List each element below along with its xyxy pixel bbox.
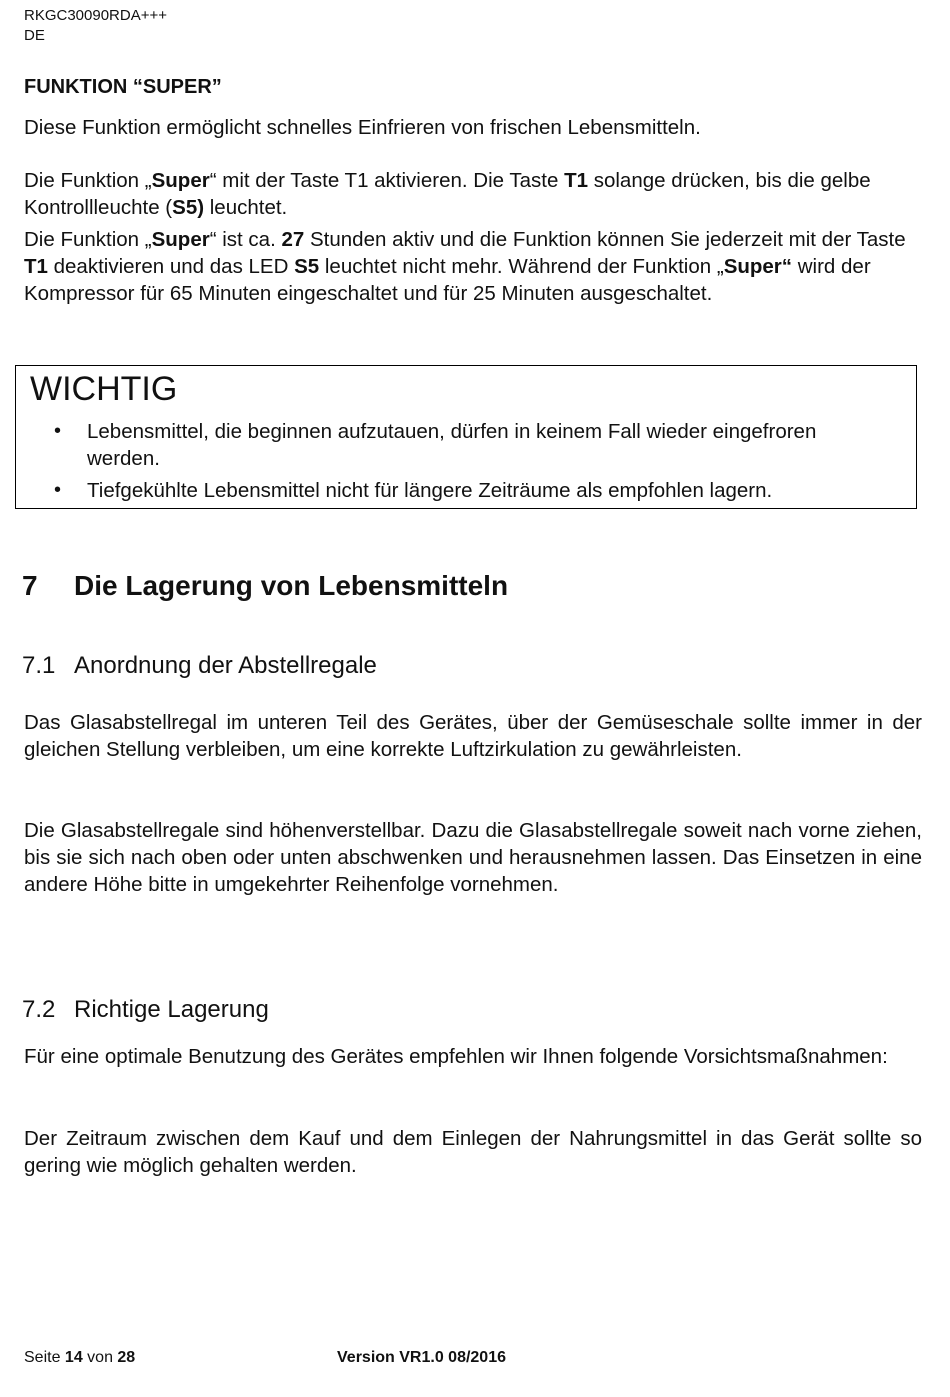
- page-number: Seite 14 von 28: [24, 1349, 136, 1366]
- section-7-1-paragraph-2: Die Glasabstellregale sind höhenverstellbar. Dazu die Glasabstellregale soweit nach vorne ziehen, bis sie sich nach oben oder unten abschwenken und herausnehmen lassen. Das Einsetzen in eine andere Höhe bitte in umgekehrter Reihenfolge vornehmen.: [24, 819, 922, 896]
- super-intro: Diese Funktion ermöglicht schnelles Einfrieren von frischen Lebensmitteln.: [24, 116, 701, 139]
- section-title-super: FUNKTION “SUPER”: [24, 76, 222, 98]
- section-number: 7.1: [22, 652, 56, 679]
- section-7-1-paragraph-1: Das Glasabstellregal im unteren Teil des Gerätes, über der Gemüseschale sollte immer in der gleichen Stellung verbleiben, um eine korrekte Luftzirkulation zu gewährleisten.: [24, 711, 922, 761]
- header-model: RKGC30090RDA+++: [24, 7, 167, 24]
- super-paragraph-1: Die Funktion „Super“ mit der Taste T1 aktivieren. Die Taste T1 solange drücken, bis die gelbe Kontrollleuchte (S5) leuchtet.: [24, 169, 871, 219]
- important-notice-list: [16, 418, 916, 504]
- section-7-2-paragraph-1: Für eine optimale Benutzung des Gerätes empfehlen wir Ihnen folgende Vorsichtsmaßnahmen:: [24, 1045, 888, 1068]
- document-version: Version VR1.0 08/2016: [337, 1349, 506, 1366]
- section-title: Richtige Lagerung: [74, 996, 269, 1023]
- section-heading-7-2: [22, 996, 269, 1024]
- header-language: DE: [24, 27, 45, 44]
- section-7-2-paragraph-2: Der Zeitraum zwischen dem Kauf und dem Einlegen der Nahrungsmittel in das Gerät sollte so gering wie möglich gehalten werden.: [24, 1127, 922, 1177]
- chapter-heading: [22, 570, 508, 602]
- bullet-icon: •: [54, 479, 62, 501]
- section-number: 7.2: [22, 996, 56, 1023]
- list-item: • Lebensmittel, die beginnen aufzutauen, dürfen in keinem Fall wieder eingefroren werden.: [54, 420, 817, 470]
- section-heading-7-1: [22, 652, 377, 680]
- super-paragraph-2: Die Funktion „Super“ ist ca. 27 Stunden aktiv und die Funktion können Sie jederzeit mit der Taste T1 deaktivieren und das LED S5 leuchtet nicht mehr. Während der Funktion „Super“ wird der Kompressor für 65 Minuten eingeschaltet und für 25 Minuten ausgeschaltet.: [24, 228, 906, 305]
- chapter-title: Die Lagerung von Lebensmitteln: [74, 570, 509, 601]
- chapter-number: 7: [22, 570, 38, 601]
- list-item: • Tiefgekühlte Lebensmittel nicht für längere Zeiträume als empfohlen lagern.: [54, 479, 773, 502]
- important-notice-title: WICHTIG: [30, 370, 178, 408]
- important-notice-box: [15, 365, 917, 509]
- section-title: Anordnung der Abstellregale: [74, 652, 377, 679]
- bullet-icon: •: [54, 420, 62, 442]
